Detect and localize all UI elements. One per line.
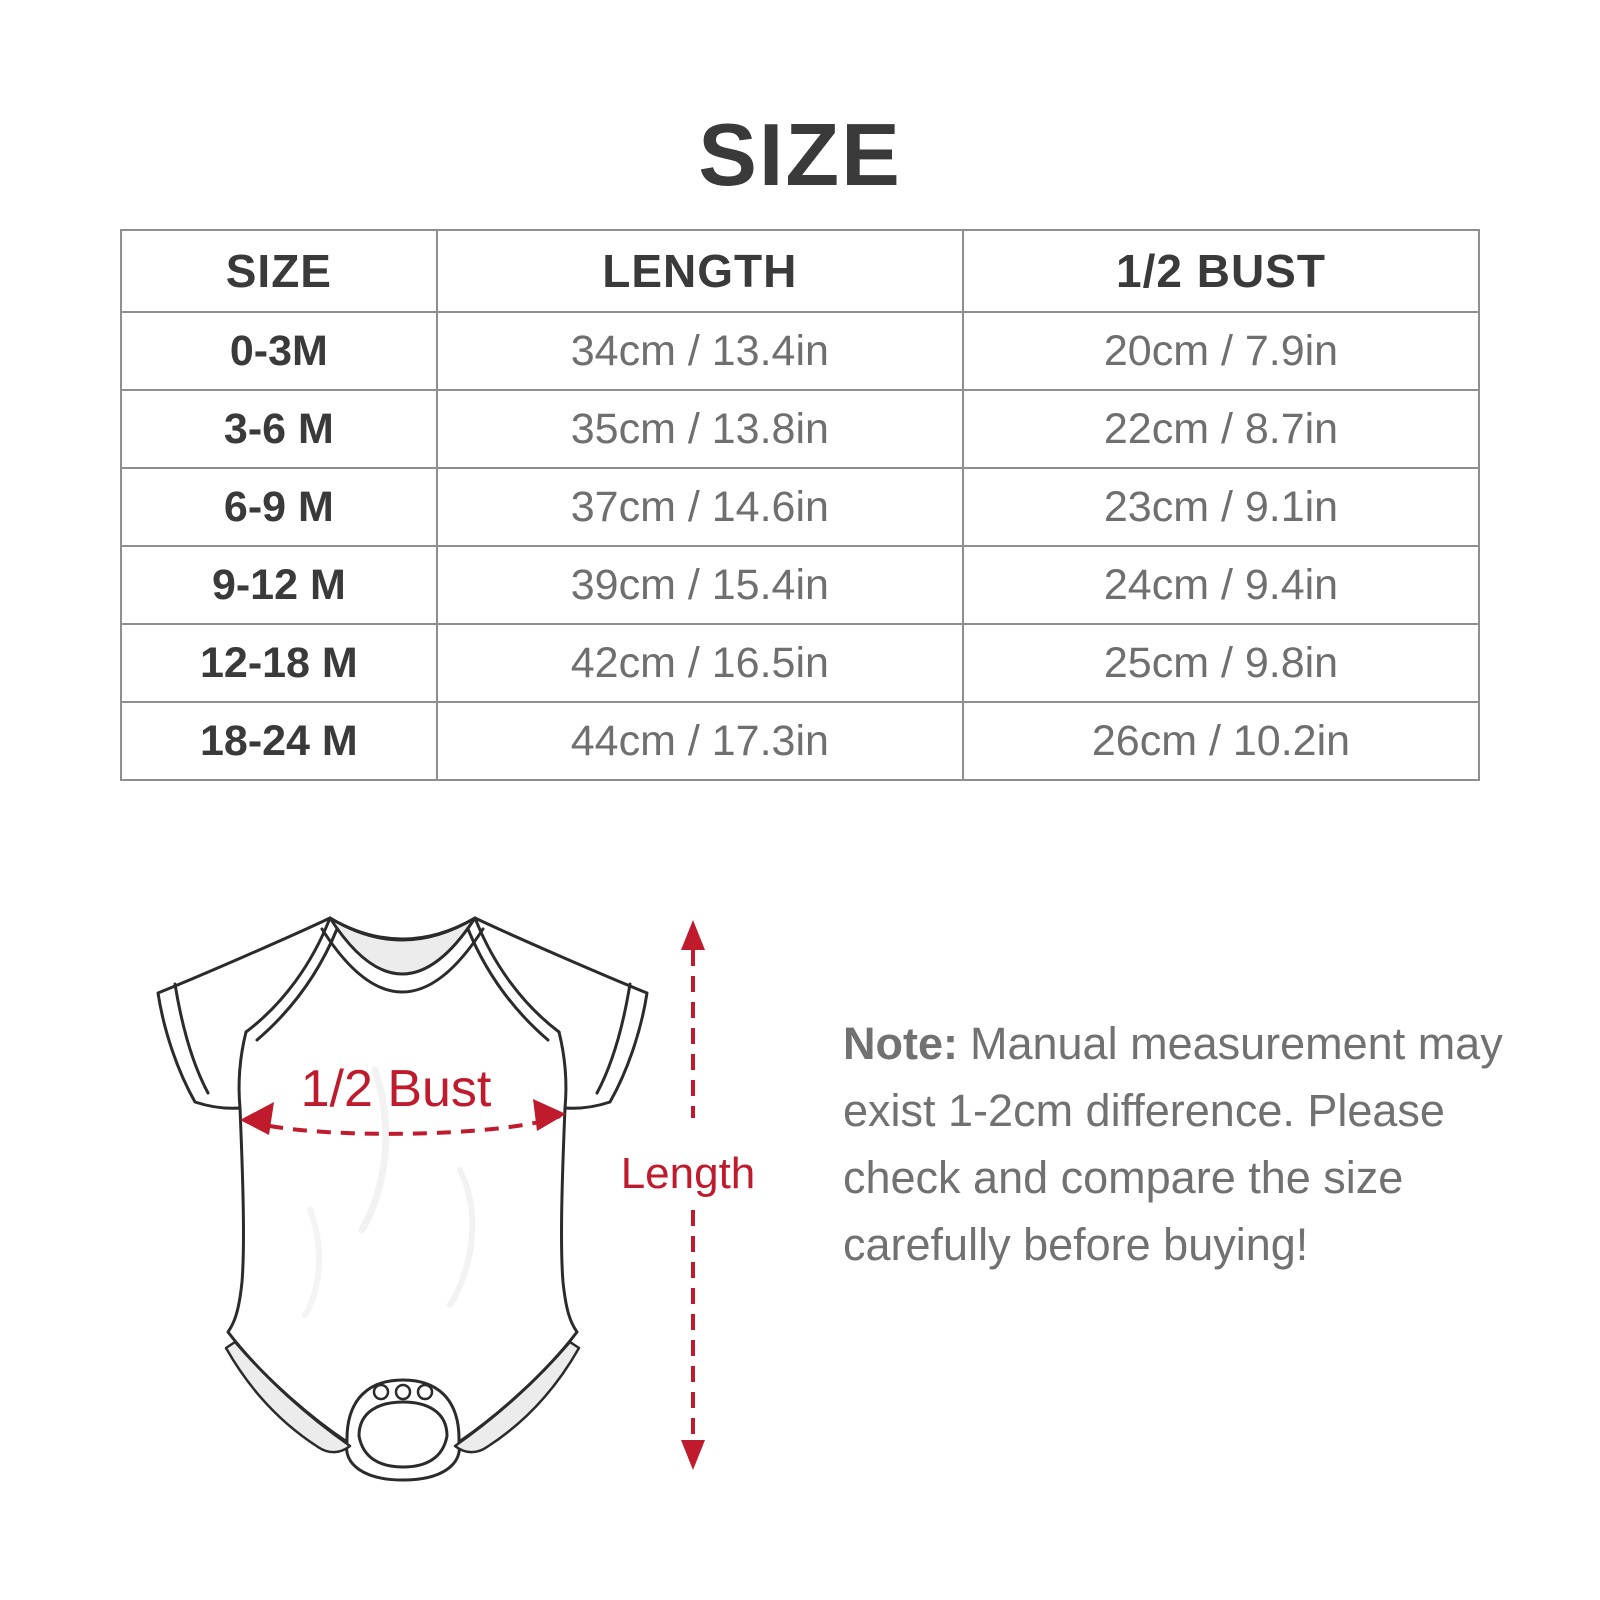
table-header-row bbox=[121, 230, 1479, 312]
note-text bbox=[843, 1010, 1503, 1278]
size-cell: 0-3M bbox=[121, 312, 437, 390]
length-cell: 42cm / 16.5in bbox=[437, 624, 963, 702]
length-label: Length bbox=[620, 1149, 756, 1198]
table-row bbox=[121, 468, 1479, 546]
table-row bbox=[121, 312, 1479, 390]
size-cell: 18-24 M bbox=[121, 702, 437, 780]
note-line: exist 1-2cm difference. Please bbox=[843, 1085, 1445, 1136]
note-label: Note: bbox=[843, 1018, 958, 1069]
note-line-text: Manual measurement may bbox=[969, 1018, 1503, 1069]
bust-label: 1/2 Bust bbox=[300, 1060, 492, 1118]
length-cell: 35cm / 13.8in bbox=[437, 390, 963, 468]
header-length: LENGTH bbox=[437, 230, 963, 312]
size-table bbox=[120, 229, 1480, 781]
bust-cell: 24cm / 9.4in bbox=[963, 546, 1479, 624]
bust-cell: 20cm / 7.9in bbox=[963, 312, 1479, 390]
length-cell: 39cm / 15.4in bbox=[437, 546, 963, 624]
note-line bbox=[843, 1010, 1503, 1077]
onesie-outline-group bbox=[158, 918, 647, 1480]
note-line: carefully before buying! bbox=[843, 1219, 1309, 1270]
snap-buttons bbox=[374, 1385, 432, 1399]
size-cell: 9-12 M bbox=[121, 546, 437, 624]
onesie-measurement-diagram bbox=[140, 880, 770, 1500]
table-row bbox=[121, 390, 1479, 468]
bust-cell: 22cm / 8.7in bbox=[963, 390, 1479, 468]
bust-cell: 25cm / 9.8in bbox=[963, 624, 1479, 702]
length-arrow-up bbox=[681, 920, 705, 950]
size-cell: 3-6 M bbox=[121, 390, 437, 468]
length-cell: 44cm / 17.3in bbox=[437, 702, 963, 780]
length-arrow-down bbox=[681, 1440, 705, 1470]
header-bust: 1/2 BUST bbox=[963, 230, 1479, 312]
page-title: SIZE bbox=[698, 105, 902, 204]
length-cell: 34cm / 13.4in bbox=[437, 312, 963, 390]
note-line: check and compare the size bbox=[843, 1152, 1404, 1203]
table-row bbox=[121, 546, 1479, 624]
bust-cell: 26cm / 10.2in bbox=[963, 702, 1479, 780]
size-cell: 6-9 M bbox=[121, 468, 437, 546]
table-row bbox=[121, 624, 1479, 702]
table-row bbox=[121, 702, 1479, 780]
size-cell: 12-18 M bbox=[121, 624, 437, 702]
bust-cell: 23cm / 9.1in bbox=[963, 468, 1479, 546]
header-size: SIZE bbox=[121, 230, 437, 312]
length-cell: 37cm / 14.6in bbox=[437, 468, 963, 546]
